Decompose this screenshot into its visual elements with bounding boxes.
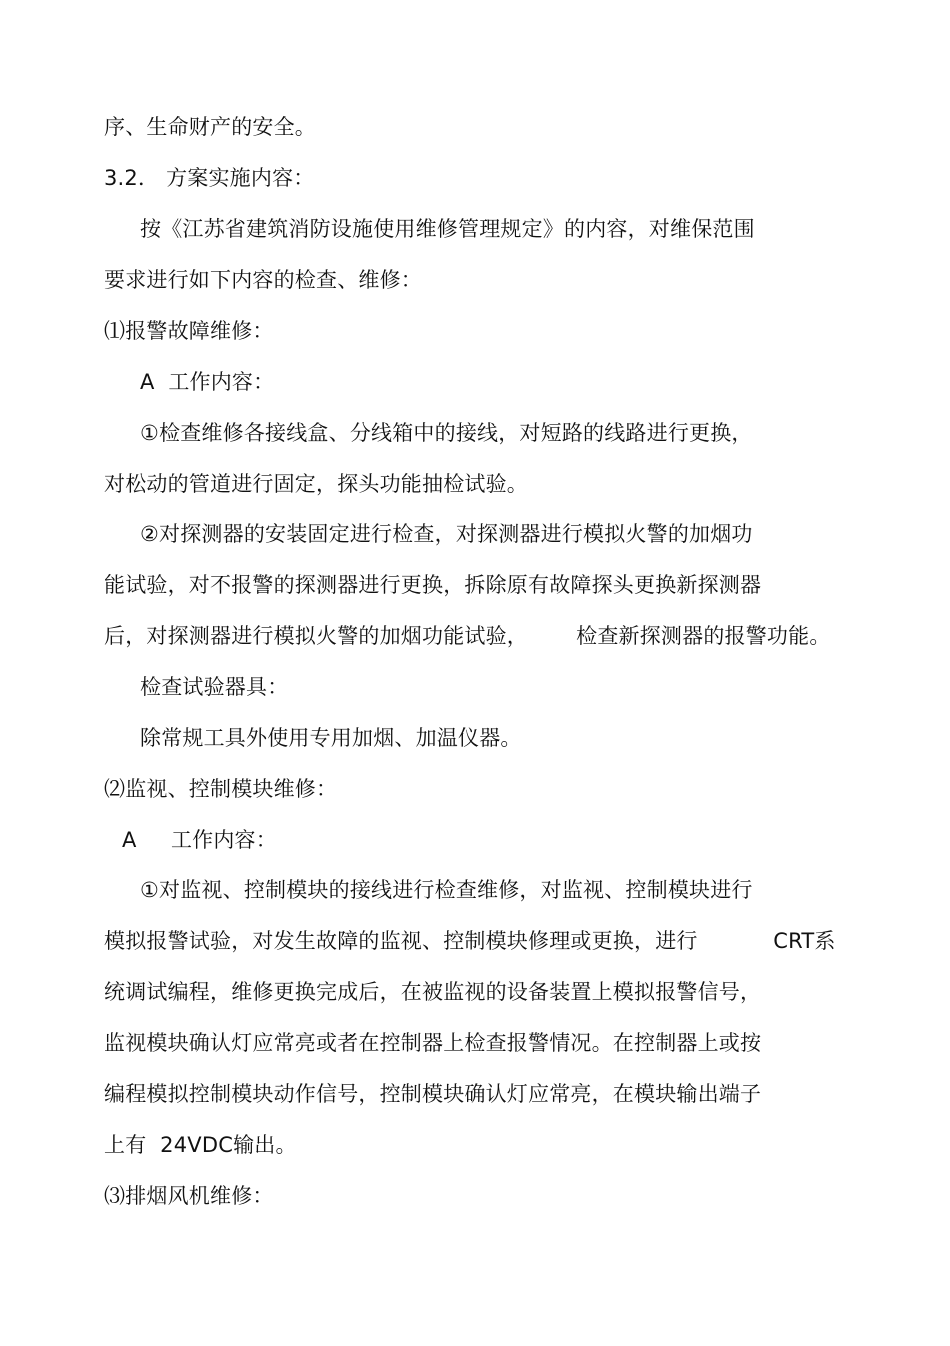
text-line: ①检查维修各接线盒、分线箱中的接线，对短路的线路进行更换， bbox=[140, 421, 753, 445]
text-line: A 工作内容： bbox=[122, 828, 277, 852]
subsection-heading: ⑶排烟风机维修： bbox=[104, 1184, 274, 1208]
text-line: 上有 24VDC输出。 bbox=[104, 1133, 297, 1157]
text-line: 模拟报警试验，对发生故障的监视、控制模块修理或更换，进行 CRT系 bbox=[104, 929, 836, 953]
text-line: 监视模块确认灯应常亮或者在控制器上检查报警情况。在控制器上或按 bbox=[104, 1031, 762, 1055]
text-line: 除常规工具外使用专用加烟、加温仪器。 bbox=[140, 726, 522, 750]
text-line: 后，对探测器进行模拟火警的加烟功能试验， 检查新探测器的报警功能。 bbox=[104, 624, 831, 648]
text-line: 按《江苏省建筑消防设施使用维修管理规定》的内容，对维保范围 bbox=[140, 217, 755, 241]
text-line: ①对监视、控制模块的接线进行检查维修，对监视、控制模块进行 bbox=[140, 878, 753, 902]
text-line: A 工作内容： bbox=[140, 370, 275, 394]
text-line: ②对探测器的安装固定进行检查，对探测器进行模拟火警的加烟功 bbox=[140, 522, 753, 546]
section-heading: 3.2． 方案实施内容： bbox=[104, 166, 315, 190]
subsection-heading: ⑵监视、控制模块维修： bbox=[104, 777, 338, 801]
text-line: 编程模拟控制模块动作信号，控制模块确认灯应常亮，在模块输出端子 bbox=[104, 1082, 762, 1106]
text-line: 统调试编程，维修更换完成后，在被监视的设备装置上模拟报警信号， bbox=[104, 980, 762, 1004]
text-line: 检查试验器具： bbox=[140, 675, 289, 699]
text-line: 要求进行如下内容的检查、维修： bbox=[104, 268, 422, 292]
text-line: 能试验，对不报警的探测器进行更换，拆除原有故障探头更换新探测器 bbox=[104, 573, 762, 597]
text-line: 对松动的管道进行固定，探头功能抽检试验。 bbox=[104, 472, 528, 496]
text-line: 序、生命财产的安全。 bbox=[104, 115, 316, 139]
subsection-heading: ⑴报警故障维修： bbox=[104, 319, 274, 343]
